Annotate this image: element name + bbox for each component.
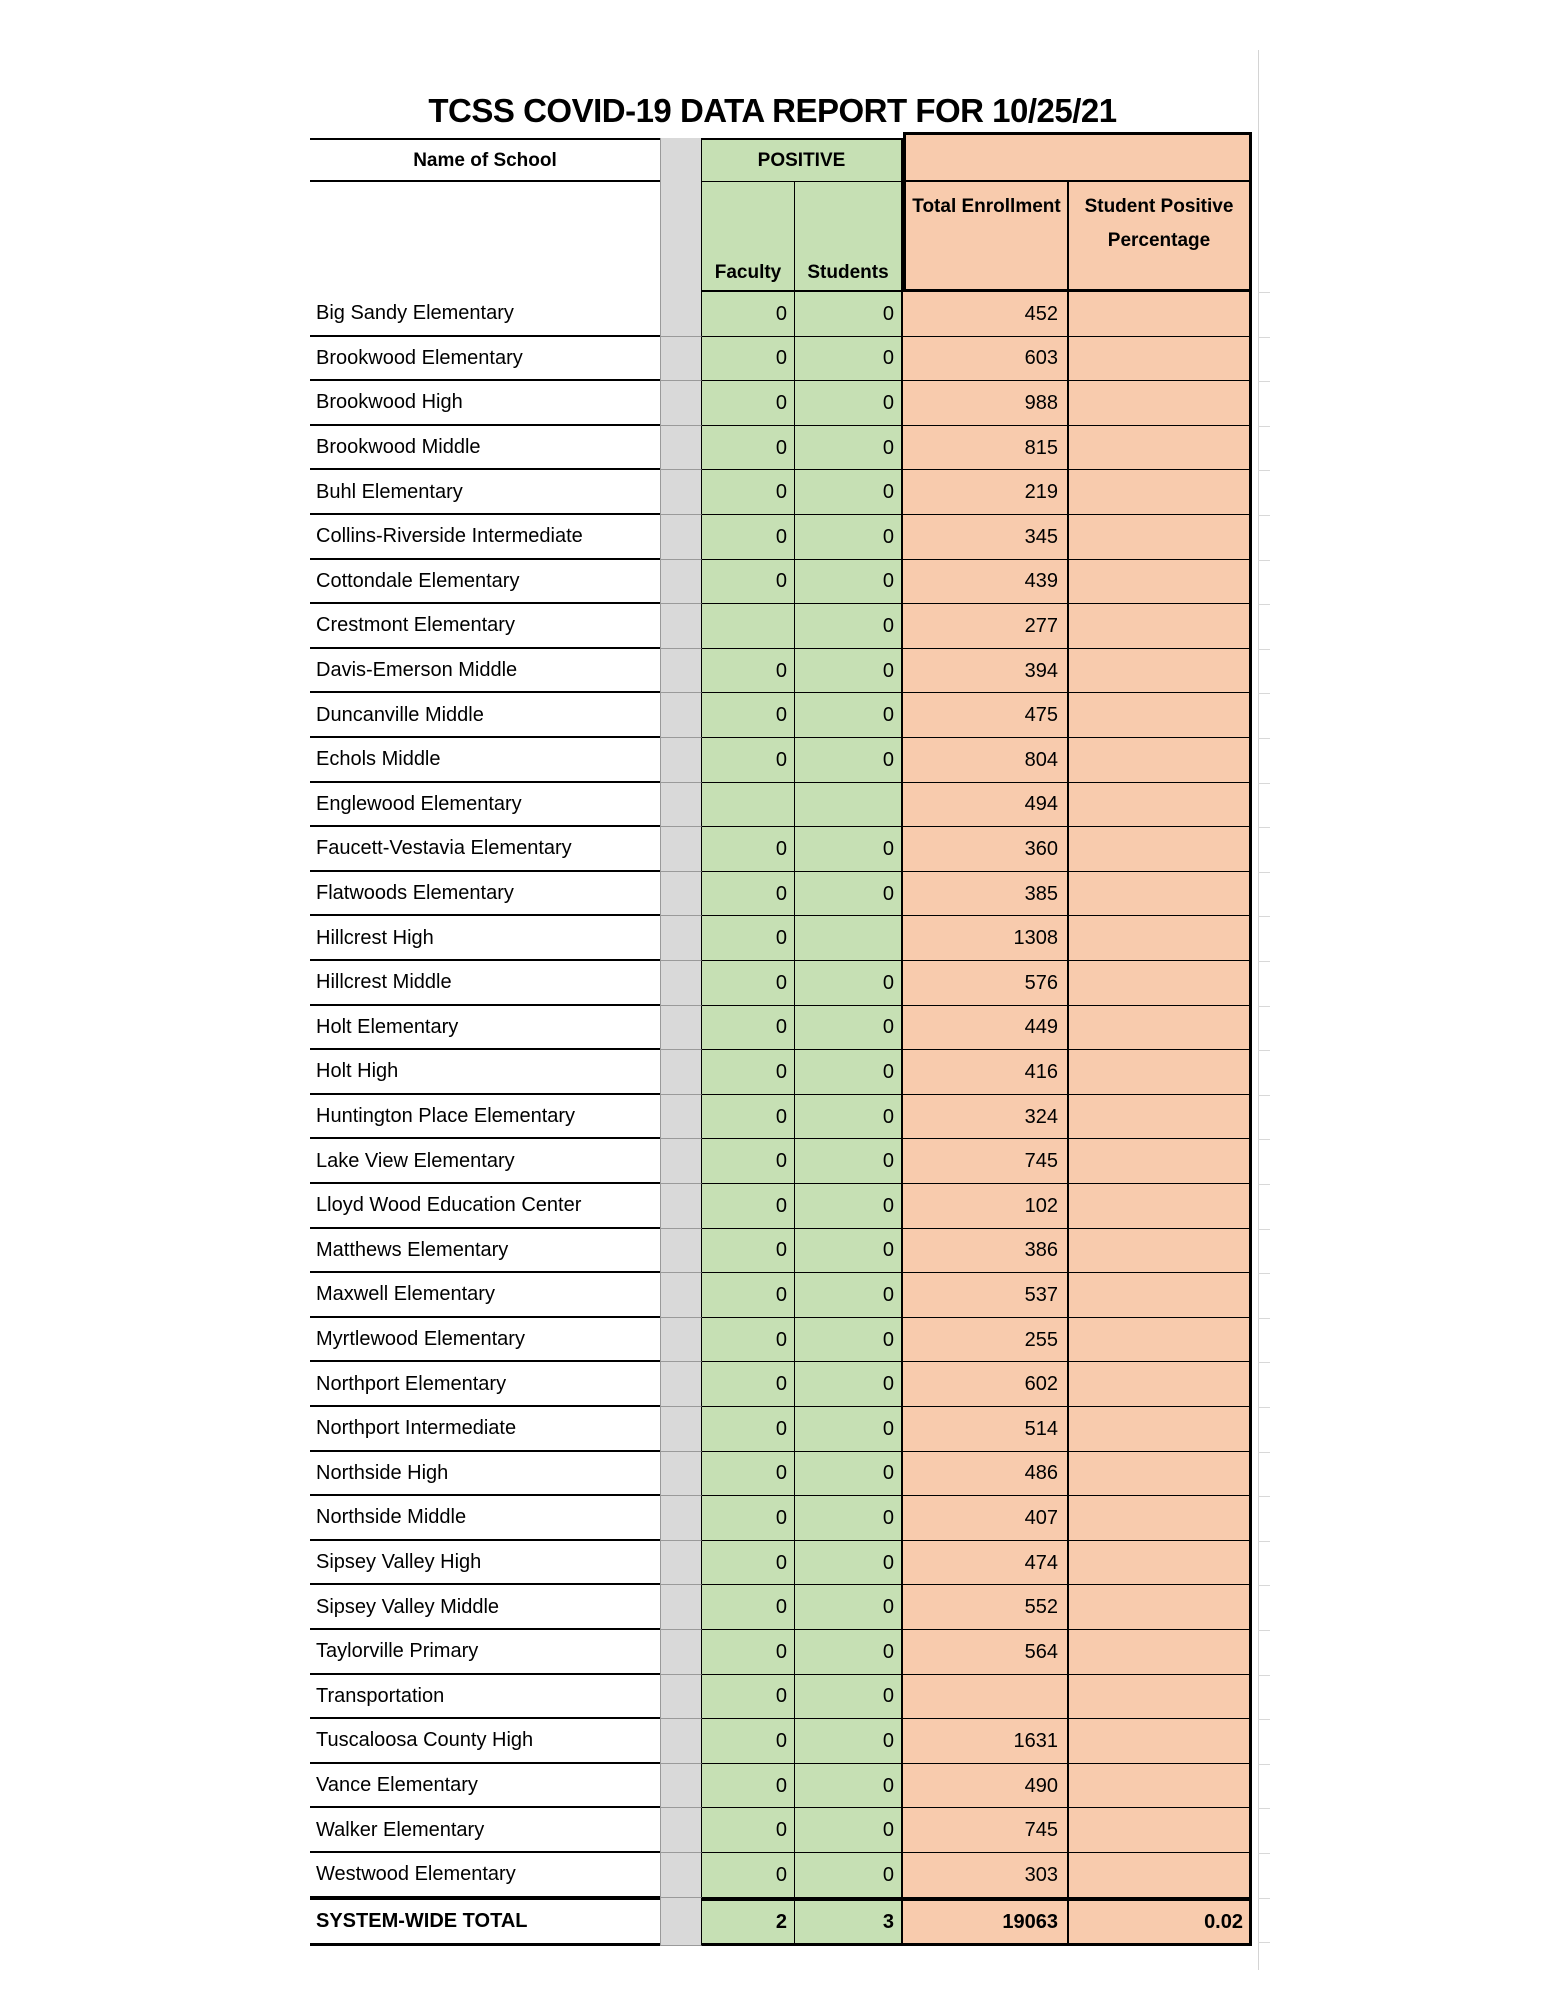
total-enrollment-cell: 745	[903, 1139, 1069, 1184]
spacer-cell	[660, 337, 702, 382]
sheet-gridline-tick	[1258, 1452, 1270, 1453]
total-enrollment-cell: 745	[903, 1808, 1069, 1853]
faculty-positive-cell: 0	[702, 1139, 795, 1184]
sheet-gridline-tick	[1258, 1585, 1270, 1586]
students-positive-cell: 0	[795, 1006, 903, 1051]
school-name-cell: Lloyd Wood Education Center	[310, 1184, 660, 1229]
faculty-positive-cell: 0	[702, 1050, 795, 1095]
faculty-positive-cell: 0	[702, 1095, 795, 1140]
student-positive-percentage-cell	[1069, 470, 1252, 515]
spacer-cell	[660, 738, 702, 783]
student-positive-percentage-cell	[1069, 426, 1252, 471]
total-enrollment-cell: 537	[903, 1273, 1069, 1318]
students-positive-cell	[795, 783, 903, 828]
faculty-positive-cell: 0	[702, 1496, 795, 1541]
student-positive-percentage-cell	[1069, 1407, 1252, 1452]
sheet-gridline-tick	[1258, 961, 1270, 962]
spacer-cell	[660, 1675, 702, 1720]
students-positive-cell: 0	[795, 1764, 903, 1809]
header-faculty: Faculty	[702, 182, 795, 292]
students-positive-cell: 0	[795, 1139, 903, 1184]
faculty-positive-cell: 0	[702, 1719, 795, 1764]
student-positive-percentage-cell	[1069, 916, 1252, 961]
header-positive: POSITIVE	[702, 138, 903, 182]
faculty-positive-cell: 0	[702, 381, 795, 426]
school-name-cell: Big Sandy Elementary	[310, 292, 660, 337]
sheet-gridline-tick	[1258, 1229, 1270, 1230]
student-positive-percentage-cell	[1069, 961, 1252, 1006]
sheet-gridline-tick	[1258, 693, 1270, 694]
school-name-cell: Northside High	[310, 1452, 660, 1497]
spacer-cell	[660, 1006, 702, 1051]
sheet-gridline-tick	[1258, 1808, 1270, 1809]
student-positive-percentage-cell	[1069, 515, 1252, 560]
sheet-gridline-tick	[1258, 1496, 1270, 1497]
faculty-positive-cell: 0	[702, 426, 795, 471]
header-students: Students	[795, 182, 903, 292]
total-enrollment-cell: 439	[903, 560, 1069, 605]
sheet-gridline-tick	[1258, 426, 1270, 427]
sheet-gridline-tick	[1258, 1942, 1270, 1943]
student-positive-percentage-cell	[1069, 1719, 1252, 1764]
school-name-cell: Transportation	[310, 1675, 660, 1720]
spacer-cell	[660, 560, 702, 605]
spacer-cell	[660, 1541, 702, 1586]
spacer-cell	[660, 1362, 702, 1407]
student-positive-percentage-cell	[1069, 1585, 1252, 1630]
school-name-cell: Taylorville Primary	[310, 1630, 660, 1675]
sheet-gridline-tick	[1258, 381, 1270, 382]
faculty-positive-cell: 0	[702, 1362, 795, 1407]
total-enrollment-cell: 474	[903, 1541, 1069, 1586]
faculty-positive-cell: 0	[702, 1675, 795, 1720]
spacer-cell	[660, 649, 702, 694]
spacer-cell	[660, 783, 702, 828]
faculty-positive-cell: 0	[702, 961, 795, 1006]
school-name-cell: Flatwoods Elementary	[310, 872, 660, 917]
sheet-gridline-tick	[1258, 1853, 1270, 1854]
faculty-positive-cell	[702, 604, 795, 649]
students-positive-cell: 0	[795, 1318, 903, 1363]
faculty-positive-cell: 0	[702, 1407, 795, 1452]
faculty-positive-cell: 0	[702, 693, 795, 738]
faculty-positive-cell: 0	[702, 515, 795, 560]
spacer-cell	[660, 916, 702, 961]
student-positive-percentage-cell	[1069, 381, 1252, 426]
spacer-cell	[660, 1184, 702, 1229]
total-enrollment-cell: 219	[903, 470, 1069, 515]
students-positive-cell: 0	[795, 1273, 903, 1318]
total-enrollment-cell: 449	[903, 1006, 1069, 1051]
header-name-of-school: Name of School	[310, 138, 660, 182]
sheet-gridline-tick	[1258, 470, 1270, 471]
sheet-gridline	[1258, 50, 1259, 1970]
student-positive-percentage-cell	[1069, 337, 1252, 382]
school-name-cell: Northport Elementary	[310, 1362, 660, 1407]
sheet-gridline-tick	[1258, 515, 1270, 516]
spacer-cell	[660, 827, 702, 872]
students-positive-cell: 0	[795, 1184, 903, 1229]
faculty-positive-cell	[702, 783, 795, 828]
students-positive-cell: 0	[795, 604, 903, 649]
spacer-cell	[660, 1095, 702, 1140]
spacer-cell	[660, 604, 702, 649]
faculty-positive-cell: 0	[702, 1452, 795, 1497]
student-positive-percentage-cell	[1069, 1541, 1252, 1586]
header-enrollment-group-cell	[903, 132, 1252, 182]
student-positive-percentage-cell	[1069, 783, 1252, 828]
total-enrollment-cell: 19063	[903, 1898, 1069, 1946]
student-positive-percentage-cell	[1069, 1853, 1252, 1898]
students-positive-cell: 0	[795, 738, 903, 783]
total-enrollment-cell: 386	[903, 1229, 1069, 1274]
school-name-cell: Buhl Elementary	[310, 470, 660, 515]
sheet-gridline-tick	[1258, 916, 1270, 917]
student-positive-percentage-cell	[1069, 1006, 1252, 1051]
students-positive-cell: 3	[795, 1898, 903, 1946]
total-enrollment-cell: 552	[903, 1585, 1069, 1630]
faculty-positive-cell: 0	[702, 292, 795, 337]
total-enrollment-cell: 102	[903, 1184, 1069, 1229]
students-positive-cell: 0	[795, 381, 903, 426]
faculty-positive-cell: 0	[702, 470, 795, 515]
students-positive-cell: 0	[795, 1050, 903, 1095]
sheet-gridline-tick	[1258, 738, 1270, 739]
spacer-cell	[660, 1898, 702, 1946]
spacer-cell	[660, 1764, 702, 1809]
students-positive-cell: 0	[795, 426, 903, 471]
students-positive-cell: 0	[795, 1407, 903, 1452]
spacer-cell	[660, 1719, 702, 1764]
school-name-cell: Maxwell Elementary	[310, 1273, 660, 1318]
students-positive-cell: 0	[795, 827, 903, 872]
sheet-gridline-tick	[1258, 1362, 1270, 1363]
total-enrollment-cell: 394	[903, 649, 1069, 694]
school-name-cell: Northside Middle	[310, 1496, 660, 1541]
total-enrollment-cell: 603	[903, 337, 1069, 382]
student-positive-percentage-cell	[1069, 1184, 1252, 1229]
school-name-cell: Hillcrest High	[310, 916, 660, 961]
sheet-gridline-tick	[1258, 1898, 1270, 1899]
students-positive-cell: 0	[795, 1585, 903, 1630]
sheet-gridline-tick	[1258, 1184, 1270, 1185]
spacer-cell	[660, 515, 702, 560]
student-positive-percentage-cell	[1069, 1496, 1252, 1541]
total-enrollment-cell: 277	[903, 604, 1069, 649]
header-name-blank-cell	[310, 182, 660, 292]
total-enrollment-cell: 486	[903, 1452, 1069, 1497]
total-enrollment-cell: 514	[903, 1407, 1069, 1452]
students-positive-cell: 0	[795, 337, 903, 382]
header-spacer-cell	[660, 182, 702, 292]
faculty-positive-cell: 0	[702, 337, 795, 382]
students-positive-cell: 0	[795, 470, 903, 515]
school-name-cell: Cottondale Elementary	[310, 560, 660, 605]
school-name-cell: Duncanville Middle	[310, 693, 660, 738]
student-positive-percentage-cell	[1069, 1675, 1252, 1720]
students-positive-cell: 0	[795, 1095, 903, 1140]
spacer-cell	[660, 1050, 702, 1095]
school-name-cell: Matthews Elementary	[310, 1229, 660, 1274]
school-name-cell: Westwood Elementary	[310, 1853, 660, 1898]
header-spacer-cell	[660, 138, 702, 182]
total-enrollment-cell: 988	[903, 381, 1069, 426]
faculty-positive-cell: 0	[702, 1006, 795, 1051]
faculty-positive-cell: 0	[702, 1273, 795, 1318]
student-positive-percentage-cell	[1069, 1362, 1252, 1407]
student-positive-percentage-cell	[1069, 604, 1252, 649]
sheet-gridline-tick	[1258, 1630, 1270, 1631]
sheet-gridline-tick	[1258, 827, 1270, 828]
school-name-cell: Sipsey Valley Middle	[310, 1585, 660, 1630]
total-enrollment-cell: 564	[903, 1630, 1069, 1675]
total-enrollment-cell: 303	[903, 1853, 1069, 1898]
student-positive-percentage-cell	[1069, 872, 1252, 917]
sheet-gridline-tick	[1258, 1318, 1270, 1319]
sheet-gridline-tick	[1258, 1407, 1270, 1408]
sheet-gridline-tick	[1258, 872, 1270, 873]
faculty-positive-cell: 0	[702, 827, 795, 872]
school-name-cell: Holt High	[310, 1050, 660, 1095]
spacer-cell	[660, 693, 702, 738]
student-positive-percentage-cell	[1069, 1050, 1252, 1095]
students-positive-cell: 0	[795, 1853, 903, 1898]
school-name-cell: Collins-Riverside Intermediate	[310, 515, 660, 560]
student-positive-percentage-cell	[1069, 649, 1252, 694]
header-student-positive-percentage: Student Positive Percentage	[1069, 182, 1252, 292]
faculty-positive-cell: 0	[702, 916, 795, 961]
students-positive-cell: 0	[795, 1362, 903, 1407]
student-positive-percentage-cell	[1069, 1139, 1252, 1184]
total-enrollment-cell: 416	[903, 1050, 1069, 1095]
spacer-cell	[660, 1407, 702, 1452]
sheet-gridline-tick	[1258, 1139, 1270, 1140]
total-enrollment-cell: 804	[903, 738, 1069, 783]
students-positive-cell: 0	[795, 649, 903, 694]
school-name-cell: Faucett-Vestavia Elementary	[310, 827, 660, 872]
student-positive-percentage-cell	[1069, 292, 1252, 337]
spacer-cell	[660, 381, 702, 426]
student-positive-percentage-cell	[1069, 1452, 1252, 1497]
school-name-cell: Crestmont Elementary	[310, 604, 660, 649]
spacer-cell	[660, 1630, 702, 1675]
total-enrollment-cell: 602	[903, 1362, 1069, 1407]
faculty-positive-cell: 0	[702, 649, 795, 694]
sheet-gridline-tick	[1258, 560, 1270, 561]
school-name-cell: Huntington Place Elementary	[310, 1095, 660, 1140]
school-name-cell: SYSTEM-WIDE TOTAL	[310, 1898, 660, 1946]
faculty-positive-cell: 0	[702, 738, 795, 783]
total-enrollment-cell: 1631	[903, 1719, 1069, 1764]
sheet-gridline-tick	[1258, 783, 1270, 784]
school-name-cell: Myrtlewood Elementary	[310, 1318, 660, 1363]
spacer-cell	[660, 961, 702, 1006]
school-name-cell: Lake View Elementary	[310, 1139, 660, 1184]
spacer-cell	[660, 1139, 702, 1184]
sheet-gridline-tick	[1258, 1050, 1270, 1051]
sheet-gridline-tick	[1258, 604, 1270, 605]
faculty-positive-cell: 0	[702, 1184, 795, 1229]
student-positive-percentage-cell	[1069, 1229, 1252, 1274]
sheet-gridline-tick	[1258, 1719, 1270, 1720]
student-positive-percentage-cell	[1069, 693, 1252, 738]
total-enrollment-cell	[903, 1675, 1069, 1720]
total-enrollment-cell: 494	[903, 783, 1069, 828]
faculty-positive-cell: 0	[702, 1853, 795, 1898]
sheet-gridline-tick	[1258, 1675, 1270, 1676]
sheet-gridline-tick	[1258, 1006, 1270, 1007]
students-positive-cell: 0	[795, 1808, 903, 1853]
total-enrollment-cell: 475	[903, 693, 1069, 738]
students-positive-cell: 0	[795, 560, 903, 605]
students-positive-cell: 0	[795, 1496, 903, 1541]
report-title: TCSS COVID-19 DATA REPORT FOR 10/25/21	[428, 92, 1117, 129]
student-positive-percentage-cell	[1069, 827, 1252, 872]
total-enrollment-cell: 1308	[903, 916, 1069, 961]
spacer-cell	[660, 1853, 702, 1898]
spacer-cell	[660, 470, 702, 515]
school-name-cell: Northport Intermediate	[310, 1407, 660, 1452]
school-name-cell: Hillcrest Middle	[310, 961, 660, 1006]
student-positive-percentage-cell	[1069, 1318, 1252, 1363]
faculty-positive-cell: 0	[702, 1585, 795, 1630]
faculty-positive-cell: 0	[702, 1764, 795, 1809]
total-enrollment-cell: 407	[903, 1496, 1069, 1541]
faculty-positive-cell: 0	[702, 1229, 795, 1274]
spacer-cell	[660, 426, 702, 471]
students-positive-cell: 0	[795, 1675, 903, 1720]
students-positive-cell: 0	[795, 1630, 903, 1675]
total-enrollment-cell: 385	[903, 872, 1069, 917]
total-enrollment-cell: 324	[903, 1095, 1069, 1140]
students-positive-cell: 0	[795, 292, 903, 337]
spacer-cell	[660, 872, 702, 917]
spacer-cell	[660, 1318, 702, 1363]
students-positive-cell: 0	[795, 1541, 903, 1586]
school-name-cell: Holt Elementary	[310, 1006, 660, 1051]
spacer-cell	[660, 1452, 702, 1497]
sheet-gridline-tick	[1258, 1095, 1270, 1096]
faculty-positive-cell: 0	[702, 1541, 795, 1586]
faculty-positive-cell: 0	[702, 872, 795, 917]
students-positive-cell: 0	[795, 1452, 903, 1497]
school-name-cell: Brookwood Elementary	[310, 337, 660, 382]
school-name-cell: Brookwood Middle	[310, 426, 660, 471]
student-positive-percentage-cell	[1069, 1764, 1252, 1809]
faculty-positive-cell: 0	[702, 1808, 795, 1853]
students-positive-cell: 0	[795, 693, 903, 738]
student-positive-percentage-cell	[1069, 560, 1252, 605]
sheet-gridline-tick	[1258, 649, 1270, 650]
spacer-cell	[660, 1585, 702, 1630]
total-enrollment-cell: 490	[903, 1764, 1069, 1809]
students-positive-cell: 0	[795, 1719, 903, 1764]
sheet-gridline-tick	[1258, 1273, 1270, 1274]
header-total-enrollment: Total Enrollment	[903, 182, 1069, 292]
faculty-positive-cell: 2	[702, 1898, 795, 1946]
students-positive-cell: 0	[795, 872, 903, 917]
student-positive-percentage-cell: 0.02	[1069, 1898, 1252, 1946]
faculty-positive-cell: 0	[702, 1318, 795, 1363]
students-positive-cell: 0	[795, 515, 903, 560]
student-positive-percentage-cell	[1069, 738, 1252, 783]
student-positive-percentage-cell	[1069, 1630, 1252, 1675]
total-enrollment-cell: 815	[903, 426, 1069, 471]
students-positive-cell: 0	[795, 961, 903, 1006]
sheet-gridline-tick	[1258, 1764, 1270, 1765]
school-name-cell: Brookwood High	[310, 381, 660, 426]
sheet-gridline-tick	[1258, 337, 1270, 338]
school-name-cell: Davis-Emerson Middle	[310, 649, 660, 694]
student-positive-percentage-cell	[1069, 1095, 1252, 1140]
total-enrollment-cell: 255	[903, 1318, 1069, 1363]
school-name-cell: Sipsey Valley High	[310, 1541, 660, 1586]
school-name-cell: Vance Elementary	[310, 1764, 660, 1809]
spacer-cell	[660, 1496, 702, 1541]
faculty-positive-cell: 0	[702, 1630, 795, 1675]
total-enrollment-cell: 360	[903, 827, 1069, 872]
sheet-gridline-tick	[1258, 292, 1270, 293]
total-enrollment-cell: 345	[903, 515, 1069, 560]
students-positive-cell	[795, 916, 903, 961]
total-enrollment-cell: 576	[903, 961, 1069, 1006]
student-positive-percentage-cell	[1069, 1808, 1252, 1853]
spacer-cell	[660, 1229, 702, 1274]
spacer-cell	[660, 292, 702, 337]
student-positive-percentage-cell	[1069, 1273, 1252, 1318]
students-positive-cell: 0	[795, 1229, 903, 1274]
total-enrollment-cell: 452	[903, 292, 1069, 337]
spacer-cell	[660, 1273, 702, 1318]
faculty-positive-cell: 0	[702, 560, 795, 605]
spacer-cell	[660, 1808, 702, 1853]
school-name-cell: Walker Elementary	[310, 1808, 660, 1853]
school-name-cell: Echols Middle	[310, 738, 660, 783]
school-name-cell: Englewood Elementary	[310, 783, 660, 828]
sheet-gridline-tick	[1258, 1541, 1270, 1542]
school-name-cell: Tuscaloosa County High	[310, 1719, 660, 1764]
